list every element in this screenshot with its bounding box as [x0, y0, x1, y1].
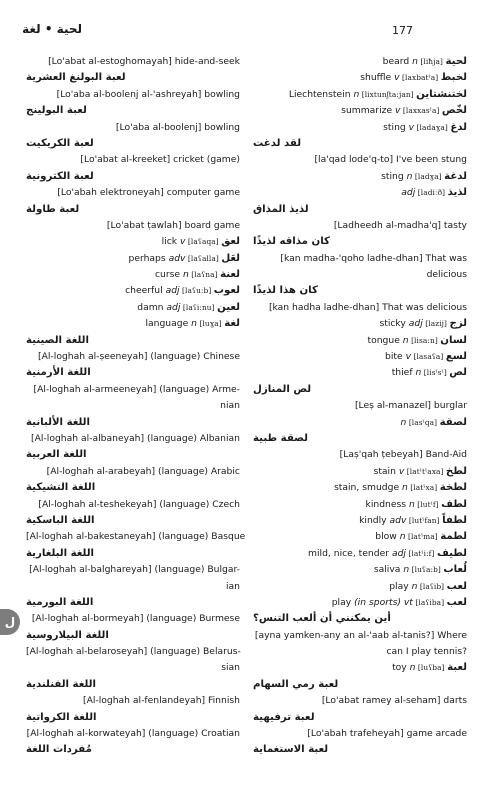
gloss: perhaps [128, 252, 169, 264]
arabic-headword: لغة [224, 318, 240, 330]
arabic-headword: لعب [446, 596, 467, 608]
arabic-phrase: اللغة العربية [26, 449, 87, 461]
transliteration-line: [ayna yamken-any an al-'aab al-tanis?] Where [254, 629, 467, 641]
transliteration: [ladiːð] [415, 188, 448, 198]
transliteration-line: [kan madha-'qoho ladhe-dhan] That was [280, 252, 467, 264]
transliteration: [lasˤqa] [406, 417, 440, 427]
transliteration-line: [Al-loghah al-belaroseyah] (language) Belarus- [26, 646, 241, 658]
gloss: tongue [367, 334, 403, 346]
arabic-headword: لزج [449, 318, 467, 330]
thumb-index-tab[interactable]: ل [0, 609, 20, 635]
dictionary-headword-line [26, 283, 240, 299]
transliteration: [luɣa] [197, 319, 225, 329]
gloss: sting [383, 121, 409, 133]
transliteration-line: [Lo'abah elektroneyah] computer game [57, 187, 240, 199]
transliteration-line: [Al-loghah al-korwateyah] (language) Croatian [26, 728, 240, 740]
gloss: sting [381, 170, 407, 182]
transliteration-line: ian [225, 580, 240, 592]
gloss: saliva [373, 564, 404, 576]
transliteration-line: [Lo'aba al-boolenj] bowling [115, 121, 240, 133]
transliteration: [laʕna] [188, 270, 221, 280]
dictionary-headword-line [26, 251, 240, 267]
part-of-speech: n [415, 367, 422, 379]
dictionary-headword-line [253, 464, 467, 480]
part-of-speech: n [402, 482, 408, 494]
transliteration-line: [Lo'aba al-boolenj al-'ashreyah] bowling [56, 88, 240, 100]
dictionary-headword-line [253, 660, 467, 676]
transliteration-line: [Lo'abat al-estoghomayah] hide-and-seek [48, 56, 240, 67]
dictionary-headword-line [253, 546, 467, 562]
arabic-phrase: اللغة الباسكية [26, 514, 95, 526]
transliteration: [laʕu:b] [179, 286, 214, 296]
gloss: stain, smudge [333, 482, 403, 494]
arabic-phrase: أين يمكنني أن ألعب التنس؟ [253, 613, 391, 625]
part-of-speech: n [402, 334, 409, 346]
arabic-headword: لطفاً [442, 514, 467, 526]
transliteration: [lutˤf] [414, 499, 442, 509]
transliteration-line: can I play tennis? [386, 646, 467, 658]
dictionary-headword-line [253, 169, 467, 185]
arabic-headword: لسان [440, 334, 467, 346]
transliteration: [latˤtˤaxa] [404, 466, 446, 476]
arabic-phrase: لعبة البولنغ العشرية [26, 72, 126, 84]
part-of-speech: n [353, 88, 360, 100]
gloss: play [389, 580, 412, 592]
transliteration-line: [Al-loghah al-bakestaneyah] (language) Basque [26, 531, 246, 543]
dictionary-headword-line [26, 234, 240, 250]
dictionary-headword-line [253, 333, 467, 349]
arabic-phrase: اللغة الألبانية [26, 416, 91, 428]
transliteration: [lisa:n] [408, 335, 441, 345]
dictionary-headword-line [253, 497, 467, 513]
arabic-phrase: اللغة الكرواتية [26, 711, 97, 723]
arabic-headword: لُعاب [443, 564, 467, 576]
arabic-phrase: كان مذاقه لذيذًا [253, 236, 330, 248]
arabic-headword: لطخة [439, 482, 467, 494]
arabic-headword: لحية [445, 56, 467, 67]
arabic-headword: لطمة [440, 531, 467, 543]
part-of-speech: v [394, 72, 400, 84]
part-of-speech: n [400, 416, 407, 428]
arabic-phrase: اللغة الفنلندية [26, 678, 96, 690]
dictionary-headword-line [253, 316, 467, 332]
gloss: play [331, 596, 355, 608]
arabic-phrase: مُفردات اللغة [26, 744, 92, 756]
page-number: 177 [392, 24, 413, 37]
dictionary-headword-line [253, 349, 467, 365]
gloss: Liechtenstein [288, 88, 354, 100]
arabic-headword: لعنة [220, 269, 240, 281]
gloss: cheerful [125, 285, 166, 297]
gloss: kindness [365, 498, 409, 510]
transliteration-line: [Al-loghah al-teshekeyah] (language) Czech [38, 498, 240, 510]
transliteration: [laʕiba] [412, 597, 447, 607]
gloss: lick [161, 236, 181, 248]
gloss: damn [137, 301, 167, 313]
arabic-phrase: لعبة رمي السهام [253, 678, 339, 690]
part-of-speech: (in sports) vt [354, 596, 413, 608]
part-of-speech: n [182, 269, 189, 281]
arabic-phrase: اللغة البورمية [26, 596, 94, 608]
part-of-speech: v [395, 105, 401, 117]
arabic-headword: لعب [446, 580, 467, 592]
transliteration-line: [Lo'abat al-kreeket] cricket (game) [80, 154, 240, 166]
transliteration-line: [Lo'abat ramey al-seham] darts [321, 695, 467, 707]
part-of-speech: n [406, 170, 413, 182]
transliteration-line: [Lo'abat ṭawlah] board game [106, 219, 240, 231]
arabic-phrase: اللغة التشيكية [26, 482, 96, 494]
transliteration: [lasaʕa] [411, 352, 446, 362]
part-of-speech: adv [168, 252, 186, 264]
transliteration: [laʕalla] [185, 253, 222, 263]
arabic-headword: لدغ [450, 121, 467, 133]
arabic-phrase: اللغة البيلاروسية [26, 629, 109, 641]
dictionary-headword-line [253, 54, 467, 70]
dictionary-headword-line [253, 415, 467, 431]
transliteration-line: nian [220, 400, 240, 412]
arabic-headword: لصقة [439, 416, 467, 428]
gloss: curse [154, 269, 183, 281]
arabic-headword: لدغة [444, 170, 467, 182]
part-of-speech: adv [389, 514, 407, 526]
dictionary-headword-line [253, 365, 467, 381]
part-of-speech: adj [165, 285, 180, 297]
dictionary-headword-line [253, 513, 467, 529]
arabic-headword: لص [449, 367, 467, 379]
arabic-phrase: لعبة الكريكيت [26, 137, 94, 149]
arabic-phrase: لعبة البولينج [26, 105, 87, 117]
gloss: mild, nice, tender [308, 547, 392, 559]
part-of-speech: adj [408, 318, 423, 330]
transliteration: [ladɣa] [412, 171, 445, 181]
arabic-headword: لختنشتاين [416, 88, 467, 100]
arabic-headword: لعبة [447, 662, 467, 674]
arabic-headword: لعين [217, 301, 240, 313]
transliteration: [lazij] [422, 319, 450, 329]
dictionary-headword-line [253, 562, 467, 578]
dictionary-headword-line [253, 529, 467, 545]
arabic-headword: لعَل [221, 252, 240, 264]
dictionary-headword-line [253, 120, 467, 136]
arabic-phrase: لعبة طاولة [26, 203, 80, 215]
arabic-headword: لخبط [440, 72, 467, 84]
transliteration-line: [Lo'abah trafeheyah] game arcade [307, 728, 467, 740]
dictionary-headword-line [26, 300, 240, 316]
arabic-phrase: لقد لدغت [253, 137, 302, 149]
running-head: لحية • لغة [22, 22, 82, 36]
transliteration-line: [kan hadha ladhe-dhan] That was delicious [268, 301, 467, 313]
gloss: language [145, 318, 192, 330]
left-column [26, 54, 246, 759]
part-of-speech: n [412, 56, 418, 67]
transliteration-line: [Al-loghah al-bormeyah] (language) Burmese [31, 613, 240, 625]
arabic-headword: لطيف [436, 547, 467, 559]
gloss: toy [392, 662, 410, 674]
gloss: thief [391, 367, 416, 379]
transliteration: [luʕba] [415, 663, 448, 673]
arabic-headword: لعوب [213, 285, 240, 297]
arabic-phrase: كان هذا لذيذًا [253, 285, 318, 297]
transliteration-line: [Ladheedh al-madha'q] tasty [333, 219, 467, 231]
transliteration: [laʕib] [417, 581, 447, 591]
gloss: bite [385, 351, 406, 363]
transliteration-line: [Al-loghah al-balghareyah] (language) Bulgar- [29, 564, 240, 576]
transliteration: [latˤma] [405, 532, 441, 542]
gloss: blow [375, 531, 400, 543]
arabic-headword: لطف [441, 498, 467, 510]
gloss: sticky [379, 318, 409, 330]
transliteration: [laʕi:nu] [180, 302, 218, 312]
part-of-speech: v [180, 236, 186, 248]
transliteration: [laxxasˤa] [400, 106, 442, 116]
dictionary-headword-line [26, 316, 240, 332]
transliteration-line: delicious [426, 269, 467, 281]
transliteration-line: [Leṣ al-manazel] burglar [354, 400, 467, 412]
dictionary-headword-line [253, 579, 467, 595]
right-column [253, 54, 467, 759]
transliteration: [latˤi:f] [405, 548, 437, 558]
arabic-headword: لخّص [441, 105, 467, 117]
transliteration-line: [Al-loghah al-arabeyah] (language) Arabic [46, 465, 240, 477]
part-of-speech: n [409, 662, 416, 674]
dictionary-headword-line [26, 267, 240, 283]
part-of-speech: v [405, 351, 412, 363]
gloss: stain [373, 465, 399, 477]
part-of-speech: v [398, 465, 405, 477]
transliteration-line: [Al-loghah al-ṣeeneyah] (language) Chinese [38, 351, 240, 363]
transliteration-line: [Al-loghah al-albaneyah] (language) Albanian [31, 432, 240, 444]
transliteration: [latˤxa] [407, 483, 440, 493]
dictionary-headword-line [253, 595, 467, 611]
arabic-phrase: لعبة الكترونية [26, 170, 94, 182]
gloss: kindly [359, 514, 390, 526]
part-of-speech: adj [391, 547, 406, 559]
dictionary-headword-line [253, 103, 467, 119]
transliteration: [lisˤsˤ] [421, 368, 450, 378]
arabic-headword: لسع [445, 351, 467, 363]
arabic-phrase: لص المنازل [253, 383, 312, 395]
transliteration: [laxbatˤa] [399, 73, 441, 83]
transliteration: [ladaɣa] [414, 122, 451, 132]
part-of-speech: v [408, 121, 415, 133]
part-of-speech: adj [401, 187, 416, 199]
part-of-speech: n [403, 564, 410, 576]
gloss: shuffle [360, 72, 395, 84]
arabic-headword: لعق [221, 236, 240, 248]
arabic-phrase: اللغة البلغارية [26, 547, 95, 559]
transliteration: [lixtunʃta:jan] [359, 89, 417, 99]
transliteration-line: [la'qad lode'q-to] I've been stung [314, 154, 467, 166]
dictionary-headword-line [253, 87, 467, 103]
arabic-phrase: لصقة طبية [253, 432, 309, 444]
arabic-phrase: لعبة الاستغماية [253, 744, 329, 756]
dictionary-headword-line [253, 185, 467, 201]
arabic-headword: لطخ [445, 465, 467, 477]
transliteration-line: sian [221, 662, 240, 674]
transliteration-line: [Al-loghah al-fenlandeyah] Finnish [82, 695, 240, 707]
dictionary-headword-line [253, 70, 467, 86]
transliteration: [liħja] [417, 57, 446, 66]
arabic-phrase: لعبة ترفيهية [253, 711, 315, 723]
transliteration: [laʕaqa] [185, 237, 222, 247]
part-of-speech: n [191, 318, 197, 330]
gloss: beard [382, 56, 413, 67]
transliteration: [lutˤfan] [406, 515, 443, 525]
part-of-speech: n [409, 498, 415, 510]
gloss: summarize [341, 105, 396, 117]
part-of-speech: adj [166, 301, 181, 313]
transliteration-line: [Laṣ'qah ṭebeyah] Band-Aid [339, 449, 467, 461]
transliteration: [luʕa:b] [409, 565, 444, 575]
arabic-phrase: اللغة الصينية [26, 334, 89, 346]
arabic-phrase: لذيذ المذاق [253, 203, 309, 215]
dictionary-headword-line [253, 480, 467, 496]
arabic-headword: لذيذ [447, 187, 467, 199]
arabic-phrase: اللغة الأرمنية [26, 367, 91, 379]
part-of-speech: n [411, 580, 418, 592]
part-of-speech: n [399, 531, 406, 543]
transliteration-line: [Al-loghah al-armeeneyah] (language) Arme- [33, 383, 240, 395]
